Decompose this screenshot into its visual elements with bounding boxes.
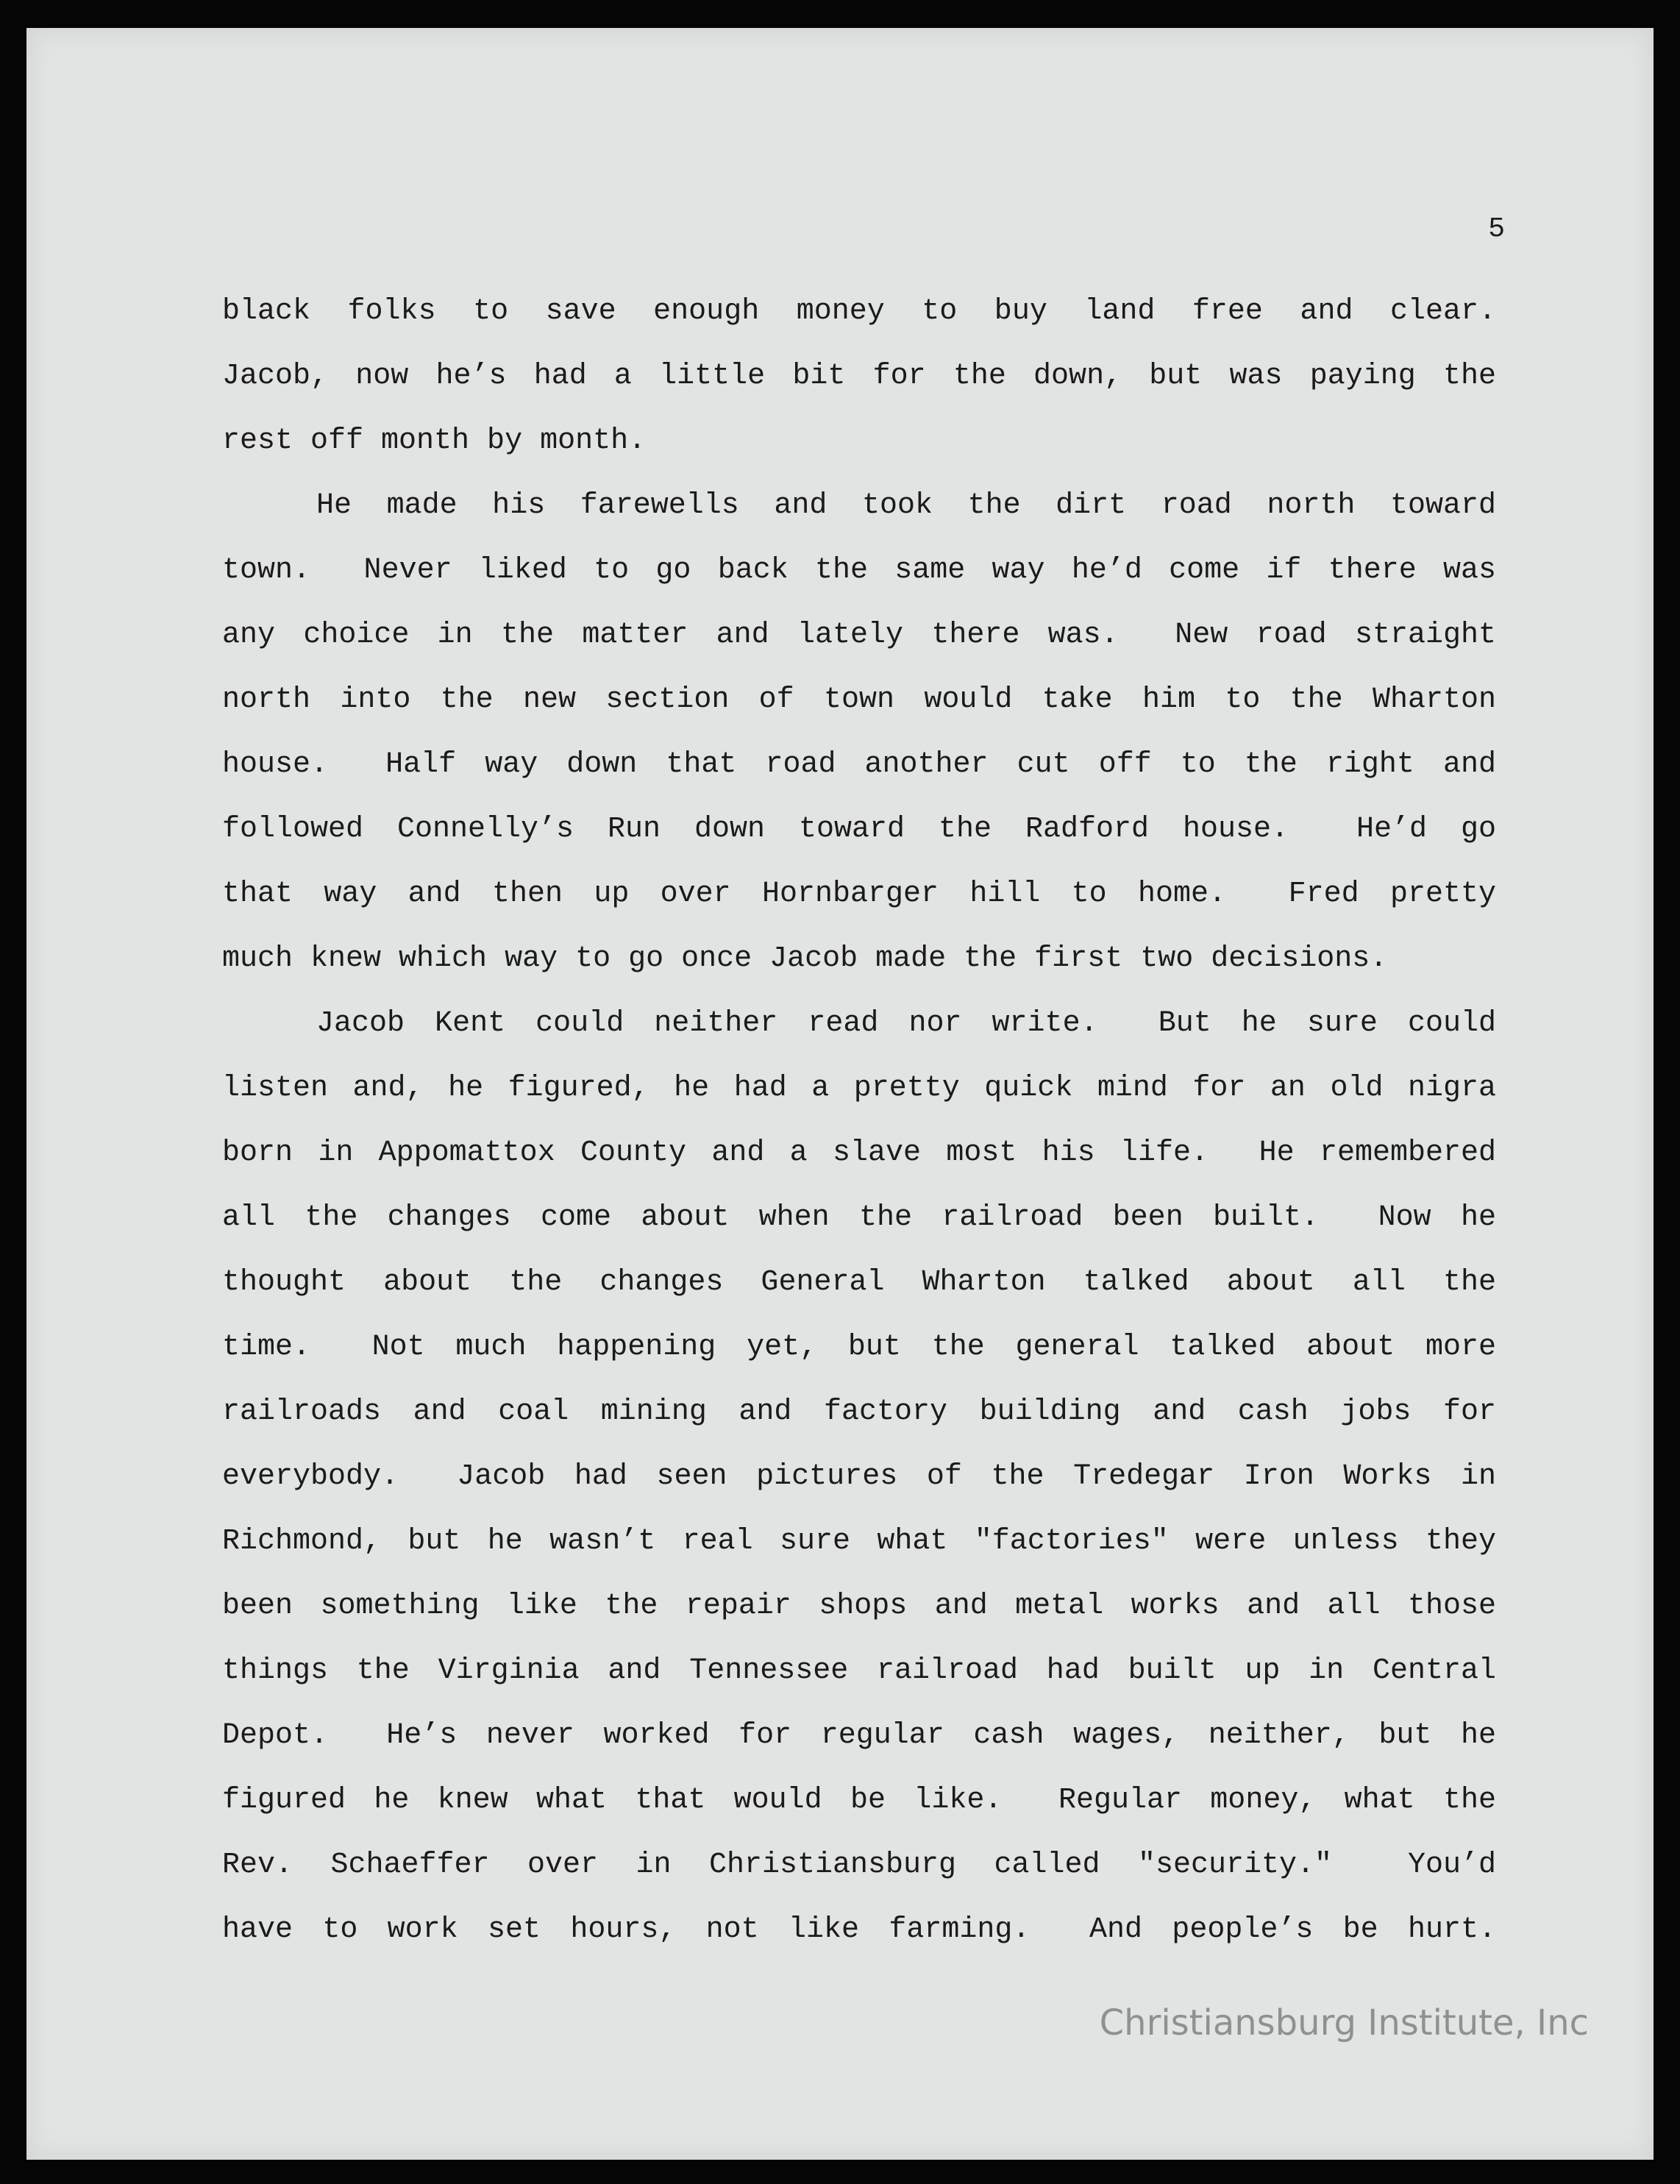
text-line: any choice in the matter and lately there was. New road straight: [222, 619, 1496, 652]
text-line: all the changes come about when the railroad been built. Now he: [222, 1201, 1496, 1234]
paragraph-3: [222, 992, 1496, 1963]
text-line: much knew which way to go once Jacob made the first two decisions.: [222, 942, 1388, 975]
text-line: He made his farewells and took the dirt road north toward: [316, 489, 1496, 522]
page-number: 5: [1488, 213, 1505, 245]
text-line: things the Virginia and Tennessee railroad had built up in Central: [222, 1654, 1496, 1687]
text-line: Jacob Kent could neither read nor write. But he sure could: [316, 1007, 1496, 1040]
text-line: that way and then up over Hornbarger hill to home. Fred pretty: [222, 878, 1496, 911]
watermark-text: Christiansburg Institute, Inc: [1099, 2002, 1589, 2044]
paragraph-1: [222, 280, 1496, 474]
text-line: have to work set hours, not like farming. And people’s be hurt.: [222, 1913, 1496, 1946]
document-body: [222, 280, 1496, 1963]
text-line: followed Connelly’s Run down toward the Radford house. He’d go: [222, 813, 1496, 846]
text-line: Jacob, now he’s had a little bit for the down, but was paying the: [222, 360, 1496, 393]
text-line: house. Half way down that road another cut off to the right and: [222, 748, 1496, 781]
paragraph-2: [222, 474, 1496, 992]
text-line: thought about the changes General Wharton talked about all the: [222, 1266, 1496, 1299]
text-line: north into the new section of town would take him to the Wharton: [222, 683, 1496, 716]
text-line: Rev. Schaeffer over in Christiansburg called "security." You’d: [222, 1849, 1496, 1882]
text-line: railroads and coal mining and factory building and cash jobs for: [222, 1395, 1496, 1429]
text-line: listen and, he figured, he had a pretty quick mind for an old nigra: [222, 1072, 1496, 1105]
text-line: born in Appomattox County and a slave most his life. He remembered: [222, 1137, 1496, 1170]
text-line: Depot. He’s never worked for regular cash wages, neither, but he: [222, 1719, 1496, 1752]
document-page: [26, 28, 1654, 2160]
text-line: figured he knew what that would be like. Regular money, what the: [222, 1784, 1496, 1817]
text-line: rest off month by month.: [222, 424, 647, 458]
text-line: been something like the repair shops and metal works and all those: [222, 1590, 1496, 1623]
text-line: everybody. Jacob had seen pictures of the Tredegar Iron Works in: [222, 1460, 1496, 1493]
text-line: town. Never liked to go back the same way he’d come if there was: [222, 554, 1496, 587]
text-line: Richmond, but he wasn’t real sure what "factories" were unless they: [222, 1525, 1496, 1558]
text-line: black folks to save enough money to buy land free and clear.: [222, 295, 1496, 328]
text-line: time. Not much happening yet, but the general talked about more: [222, 1331, 1496, 1364]
